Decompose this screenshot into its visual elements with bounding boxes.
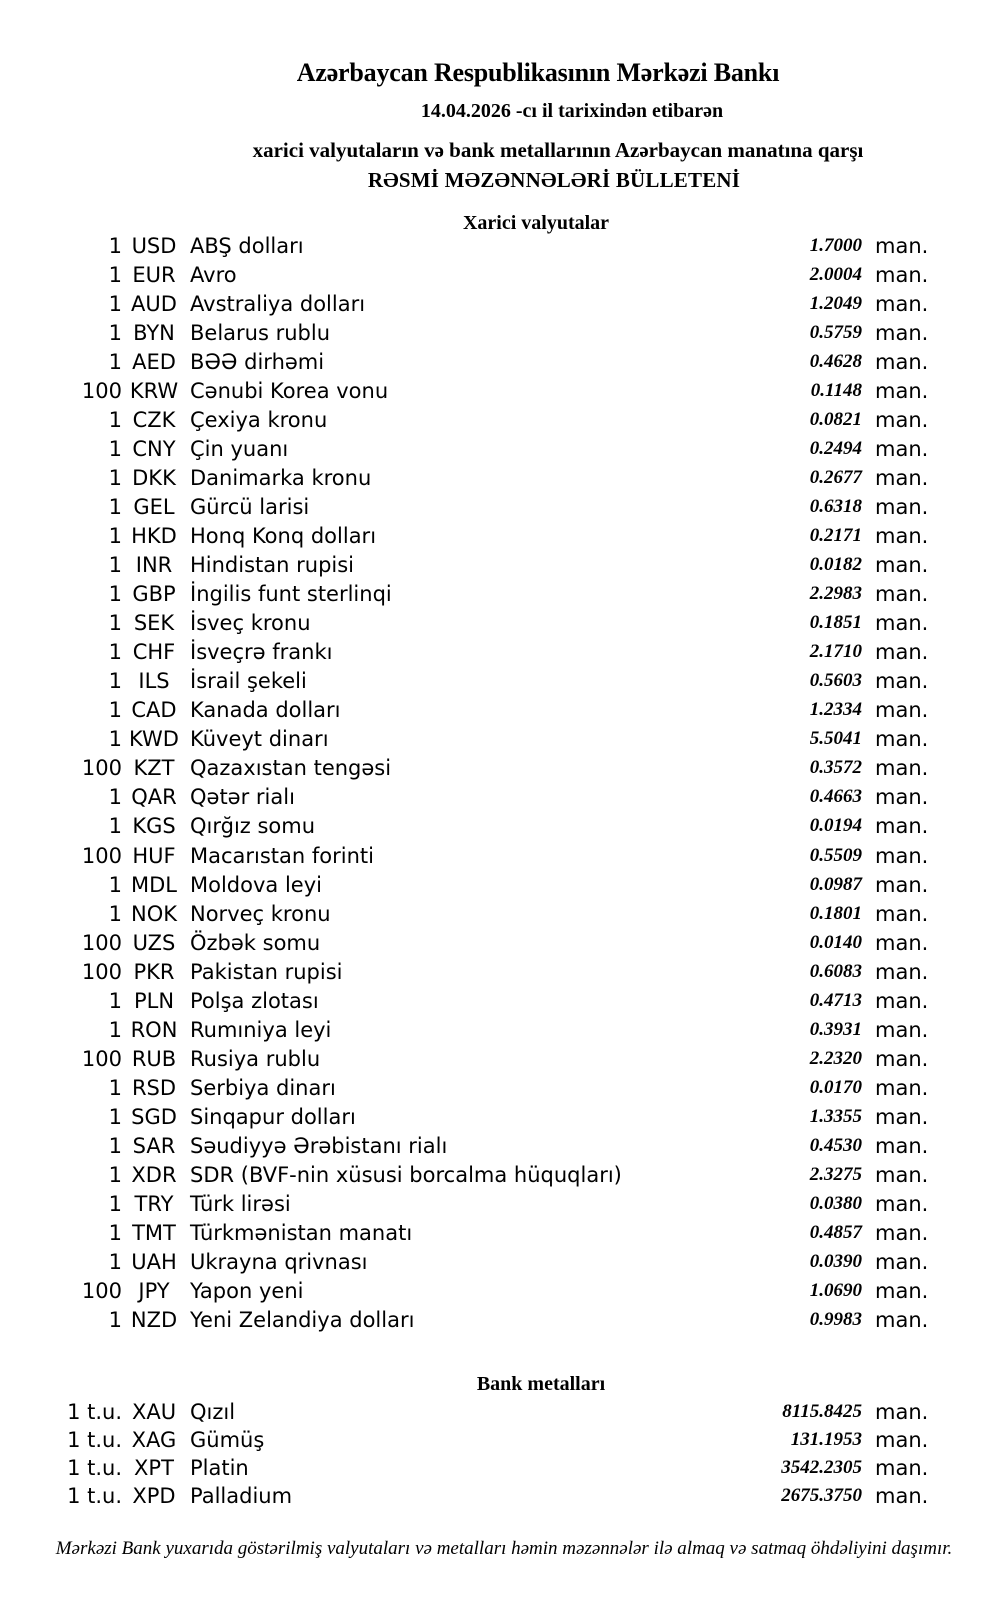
currency-code-cell: BYN bbox=[133, 320, 175, 345]
rate-unit-cell: man. bbox=[875, 465, 929, 490]
quantity-cell: 1 bbox=[108, 1104, 122, 1129]
currency-name-cell: Səudiyyə Ərəbistanı rialı bbox=[190, 1133, 448, 1158]
quantity-cell: 1 bbox=[108, 872, 122, 897]
currency-code-cell: XPD bbox=[132, 1484, 176, 1508]
rate-value-cell: 0.4628 bbox=[809, 350, 862, 372]
rate-unit-cell: man. bbox=[875, 640, 929, 665]
rate-unit-cell: man. bbox=[875, 407, 929, 432]
rate-unit-cell: man. bbox=[875, 349, 929, 374]
quantity-cell: 1 t.u. bbox=[67, 1428, 122, 1452]
currency-code-cell: QAR bbox=[131, 785, 177, 810]
rate-value-cell: 0.2494 bbox=[809, 437, 862, 459]
currency-name-cell: Serbiya dinarı bbox=[190, 1075, 336, 1100]
rate-unit-cell: man. bbox=[875, 291, 929, 316]
rate-unit-cell: man. bbox=[875, 1250, 929, 1275]
rate-value-cell: 0.6318 bbox=[809, 495, 862, 517]
rate-value-cell: 2.2983 bbox=[809, 583, 862, 605]
currency-row bbox=[0, 1190, 996, 1219]
quantity-cell: 1 bbox=[108, 553, 122, 578]
quantity-cell: 1 bbox=[108, 1017, 122, 1042]
rate-unit-cell: man. bbox=[875, 872, 929, 897]
currency-code-cell: USD bbox=[131, 233, 177, 258]
rate-value-cell: 0.5759 bbox=[809, 321, 862, 343]
rate-unit-cell: man. bbox=[875, 262, 929, 287]
currency-name-cell: Honq Konq dolları bbox=[190, 523, 377, 548]
quantity-cell: 1 bbox=[108, 523, 122, 548]
currency-row bbox=[0, 1102, 996, 1131]
currency-row bbox=[0, 1073, 996, 1102]
rate-unit-cell: man. bbox=[875, 988, 929, 1013]
currency-name-cell: Platin bbox=[190, 1456, 249, 1480]
currency-code-cell: CNY bbox=[132, 436, 176, 461]
rate-value-cell: 2.3275 bbox=[809, 1164, 862, 1186]
quantity-cell: 1 bbox=[108, 233, 122, 258]
currency-row bbox=[0, 347, 996, 376]
currency-name-cell: İngilis funt sterlinqi bbox=[190, 582, 392, 607]
currency-name-cell: BƏƏ dirhəmi bbox=[190, 349, 325, 374]
rate-unit-cell: man. bbox=[875, 611, 929, 636]
currency-name-cell: Ukrayna qrivnası bbox=[190, 1250, 368, 1275]
currency-code-cell: JPY bbox=[138, 1279, 170, 1304]
metal-row bbox=[0, 1454, 996, 1482]
currency-row bbox=[0, 521, 996, 550]
rate-unit-cell: man. bbox=[875, 1279, 929, 1304]
quantity-cell: 1 t.u. bbox=[67, 1400, 122, 1424]
currency-name-cell: Rumıniya leyi bbox=[190, 1017, 332, 1042]
currency-name-cell: Çin yuanı bbox=[190, 436, 289, 461]
currency-row bbox=[0, 1248, 996, 1277]
currency-row bbox=[0, 580, 996, 609]
rate-unit-cell: man. bbox=[875, 582, 929, 607]
currency-code-cell: NOK bbox=[130, 901, 177, 926]
rate-value-cell: 0.0194 bbox=[809, 815, 862, 837]
subtitle-line: xarici valyutaların və bank metallarının Azərbaycan manatına qarşı bbox=[252, 138, 864, 162]
currency-name-cell: Çexiya kronu bbox=[190, 407, 328, 432]
quantity-cell: 1 bbox=[108, 1133, 122, 1158]
quantity-cell: 1 bbox=[108, 727, 122, 752]
currency-name-cell: Qazaxıstan tengəsi bbox=[190, 756, 392, 781]
quantity-cell: 100 bbox=[81, 959, 122, 984]
currency-code-cell: PKR bbox=[133, 959, 175, 984]
rate-unit-cell: man. bbox=[875, 1428, 929, 1452]
currency-row bbox=[0, 667, 996, 696]
quantity-cell: 1 bbox=[108, 582, 122, 607]
rate-unit-cell: man. bbox=[875, 698, 929, 723]
currency-code-cell: XDR bbox=[131, 1163, 177, 1188]
currency-code-cell: RUB bbox=[131, 1046, 177, 1071]
rate-unit-cell: man. bbox=[875, 1192, 929, 1217]
currencies-table bbox=[0, 231, 996, 1335]
quantity-cell: 100 bbox=[81, 756, 122, 781]
rate-unit-cell: man. bbox=[875, 233, 929, 258]
rate-value-cell: 0.1148 bbox=[810, 379, 862, 401]
rate-value-cell: 0.4663 bbox=[809, 786, 862, 808]
rate-value-cell: 0.6083 bbox=[809, 960, 862, 982]
metal-row bbox=[0, 1398, 996, 1426]
currency-row bbox=[0, 289, 996, 318]
quantity-cell: 1 bbox=[108, 291, 122, 316]
currency-name-cell: İsveçrə frankı bbox=[190, 640, 333, 665]
quantity-cell: 1 bbox=[108, 1163, 122, 1188]
quantity-cell: 1 bbox=[108, 814, 122, 839]
quantity-cell: 1 bbox=[108, 320, 122, 345]
rate-value-cell: 5.5041 bbox=[809, 728, 862, 750]
rate-unit-cell: man. bbox=[875, 1017, 929, 1042]
rate-value-cell: 1.2334 bbox=[809, 699, 862, 721]
currency-row bbox=[0, 260, 996, 289]
currency-code-cell: CHF bbox=[132, 640, 176, 665]
currency-name-cell: Yapon yeni bbox=[190, 1279, 304, 1304]
rate-value-cell: 0.2171 bbox=[809, 524, 862, 546]
rate-unit-cell: man. bbox=[875, 1484, 929, 1508]
rate-unit-cell: man. bbox=[875, 669, 929, 694]
currency-code-cell: UAH bbox=[131, 1250, 177, 1275]
rate-value-cell: 0.0390 bbox=[809, 1251, 862, 1273]
currency-row bbox=[0, 841, 996, 870]
rate-unit-cell: man. bbox=[875, 378, 929, 403]
currency-row bbox=[0, 783, 996, 812]
currency-code-cell: DKK bbox=[132, 465, 176, 490]
currency-row bbox=[0, 463, 996, 492]
currency-code-cell: GEL bbox=[133, 494, 175, 519]
page-title: Azərbaycan Respublikasının Mərkəzi Bankı bbox=[296, 58, 780, 87]
rate-value-cell: 0.4530 bbox=[809, 1134, 862, 1156]
currency-row bbox=[0, 928, 996, 957]
rate-value-cell: 2.2320 bbox=[809, 1047, 862, 1069]
currency-row bbox=[0, 376, 996, 405]
currency-name-cell: Gümüş bbox=[190, 1428, 265, 1452]
currency-name-cell: ABŞ dolları bbox=[190, 233, 304, 258]
currency-row bbox=[0, 870, 996, 899]
rate-unit-cell: man. bbox=[875, 1133, 929, 1158]
rate-unit-cell: man. bbox=[875, 814, 929, 839]
quantity-cell: 1 bbox=[108, 1221, 122, 1246]
quantity-cell: 1 t.u. bbox=[67, 1456, 122, 1480]
rate-unit-cell: man. bbox=[875, 320, 929, 345]
quantity-cell: 100 bbox=[81, 930, 122, 955]
disclaimer-text: Mərkəzi Bank yuxarıda göstərilmiş valyutaları və metalları həmin məzənnələr ilə almaq və satmaq öhdəliyini daşımır. bbox=[55, 1538, 953, 1559]
rate-unit-cell: man. bbox=[875, 756, 929, 781]
currency-name-cell: Polşa zlotası bbox=[190, 988, 319, 1013]
currency-code-cell: RON bbox=[130, 1017, 178, 1042]
currency-code-cell: AUD bbox=[131, 291, 177, 316]
currency-row bbox=[0, 696, 996, 725]
bulletin-title: RƏSMİ MƏZƏNNƏLƏRİ BÜLLETENİ bbox=[367, 168, 741, 192]
currency-code-cell: SEK bbox=[133, 611, 175, 636]
currency-code-cell: INR bbox=[135, 553, 173, 578]
currency-code-cell: KZT bbox=[133, 756, 175, 781]
rate-value-cell: 0.4857 bbox=[809, 1222, 862, 1244]
currency-code-cell: TMT bbox=[132, 1221, 176, 1246]
rate-value-cell: 2675.3750 bbox=[781, 1485, 862, 1506]
quantity-cell: 100 bbox=[81, 843, 122, 868]
rate-unit-cell: man. bbox=[875, 959, 929, 984]
rate-value-cell: 1.3355 bbox=[809, 1105, 862, 1127]
currency-code-cell: HKD bbox=[131, 523, 177, 548]
quantity-cell: 1 bbox=[108, 669, 122, 694]
currency-name-cell: Moldova leyi bbox=[190, 872, 322, 897]
currency-code-cell: TRY bbox=[134, 1192, 174, 1217]
rate-value-cell: 0.0140 bbox=[809, 931, 862, 953]
currency-code-cell: KWD bbox=[129, 727, 179, 752]
currency-row bbox=[0, 1306, 996, 1335]
quantity-cell: 1 bbox=[108, 465, 122, 490]
quantity-cell: 1 bbox=[108, 1075, 122, 1100]
currency-name-cell: Türkmənistan manatı bbox=[190, 1221, 413, 1246]
rate-value-cell: 0.4713 bbox=[809, 989, 862, 1011]
rate-unit-cell: man. bbox=[875, 553, 929, 578]
currency-code-cell: XAG bbox=[131, 1428, 177, 1452]
currency-name-cell: Gürcü larisi bbox=[190, 494, 310, 519]
currency-code-cell: UZS bbox=[132, 930, 176, 955]
quantity-cell: 100 bbox=[81, 1046, 122, 1071]
quantity-cell: 1 bbox=[108, 988, 122, 1013]
currency-name-cell: Macarıstan forinti bbox=[190, 843, 374, 868]
quantity-cell: 100 bbox=[81, 378, 122, 403]
rate-value-cell: 2.1710 bbox=[809, 641, 862, 663]
currency-name-cell: Palladium bbox=[190, 1484, 293, 1508]
currency-name-cell: Norveç kronu bbox=[190, 901, 331, 926]
rate-unit-cell: man. bbox=[875, 1400, 929, 1424]
rate-value-cell: 0.2677 bbox=[809, 466, 862, 488]
quantity-cell: 1 bbox=[108, 611, 122, 636]
rate-value-cell: 1.7000 bbox=[809, 234, 862, 256]
quantity-cell: 1 bbox=[108, 1192, 122, 1217]
currency-name-cell: Danimarka kronu bbox=[190, 465, 372, 490]
currency-code-cell: HUF bbox=[132, 843, 176, 868]
rate-value-cell: 0.5509 bbox=[809, 844, 862, 866]
rate-unit-cell: man. bbox=[875, 1163, 929, 1188]
currency-name-cell: SDR (BVF-nin xüsusi borcalma hüquqları) bbox=[190, 1163, 622, 1188]
rate-value-cell: 3542.2305 bbox=[781, 1457, 862, 1478]
rate-value-cell: 2.0004 bbox=[809, 263, 862, 285]
currency-row bbox=[0, 551, 996, 580]
rate-value-cell: 0.1801 bbox=[809, 902, 862, 924]
currency-name-cell: Belarus rublu bbox=[190, 320, 331, 345]
rate-unit-cell: man. bbox=[875, 843, 929, 868]
rate-unit-cell: man. bbox=[875, 1046, 929, 1071]
currency-code-cell: SAR bbox=[132, 1133, 176, 1158]
quantity-cell: 1 t.u. bbox=[67, 1484, 122, 1508]
currency-code-cell: XPT bbox=[134, 1456, 174, 1480]
currency-name-cell: Küveyt dinarı bbox=[190, 727, 329, 752]
currency-code-cell: GBP bbox=[132, 582, 176, 607]
quantity-cell: 1 bbox=[108, 901, 122, 926]
quantity-cell: 1 bbox=[108, 1308, 122, 1333]
rate-value-cell: 8115.8425 bbox=[782, 1401, 862, 1422]
currency-code-cell: CAD bbox=[131, 698, 177, 723]
rate-value-cell: 0.9983 bbox=[809, 1309, 862, 1331]
currency-row bbox=[0, 492, 996, 521]
quantity-cell: 1 bbox=[108, 640, 122, 665]
rate-unit-cell: man. bbox=[875, 727, 929, 752]
currency-row bbox=[0, 1161, 996, 1190]
rate-unit-cell: man. bbox=[875, 1075, 929, 1100]
currency-name-cell: Pakistan rupisi bbox=[190, 959, 343, 984]
currency-row bbox=[0, 899, 996, 928]
rate-unit-cell: man. bbox=[875, 494, 929, 519]
quantity-cell: 1 bbox=[108, 407, 122, 432]
rate-value-cell: 0.1851 bbox=[809, 612, 862, 634]
rate-unit-cell: man. bbox=[875, 901, 929, 926]
currency-row bbox=[0, 725, 996, 754]
rate-value-cell: 131.1953 bbox=[790, 1429, 862, 1450]
currency-name-cell: Cənubi Korea vonu bbox=[190, 378, 389, 403]
currency-code-cell: EUR bbox=[132, 262, 176, 287]
currency-name-cell: Rusiya rublu bbox=[190, 1046, 321, 1071]
rate-value-cell: 0.3572 bbox=[809, 757, 862, 779]
currency-row bbox=[0, 754, 996, 783]
rate-value-cell: 0.5603 bbox=[809, 670, 862, 692]
currency-name-cell: Hindistan rupisi bbox=[190, 553, 355, 578]
currency-code-cell: PLN bbox=[133, 988, 175, 1013]
currency-row bbox=[0, 318, 996, 347]
currency-row bbox=[0, 957, 996, 986]
currency-name-cell: Avstraliya dolları bbox=[190, 291, 366, 316]
quantity-cell: 1 bbox=[108, 494, 122, 519]
currencies-section-title: Xarici valyutalar bbox=[462, 212, 610, 234]
currency-code-cell: AED bbox=[132, 349, 176, 374]
currency-row bbox=[0, 231, 996, 260]
currency-name-cell: Qızıl bbox=[190, 1400, 236, 1424]
quantity-cell: 100 bbox=[81, 1279, 122, 1304]
currency-row bbox=[0, 1131, 996, 1160]
currency-row bbox=[0, 434, 996, 463]
currency-row bbox=[0, 609, 996, 638]
rate-value-cell: 0.0821 bbox=[809, 408, 862, 430]
currency-row bbox=[0, 1015, 996, 1044]
metal-row bbox=[0, 1426, 996, 1454]
quantity-cell: 1 bbox=[108, 349, 122, 374]
currency-code-cell: CZK bbox=[132, 407, 176, 432]
rate-value-cell: 0.3931 bbox=[809, 1018, 862, 1040]
rate-unit-cell: man. bbox=[875, 523, 929, 548]
currency-code-cell: ILS bbox=[138, 669, 170, 694]
currency-code-cell: NZD bbox=[130, 1308, 178, 1333]
currency-name-cell: Kanada dolları bbox=[190, 698, 341, 723]
currency-name-cell: Qırğız somu bbox=[190, 814, 316, 839]
rate-unit-cell: man. bbox=[875, 785, 929, 810]
currency-name-cell: Özbək somu bbox=[190, 930, 321, 955]
currency-code-cell: SGD bbox=[131, 1104, 177, 1129]
currency-row bbox=[0, 638, 996, 667]
currency-row bbox=[0, 812, 996, 841]
quantity-cell: 1 bbox=[108, 1250, 122, 1275]
rate-unit-cell: man. bbox=[875, 1221, 929, 1246]
metal-row bbox=[0, 1482, 996, 1510]
rate-unit-cell: man. bbox=[875, 1104, 929, 1129]
currency-name-cell: Qətər rialı bbox=[190, 785, 295, 810]
rate-unit-cell: man. bbox=[875, 930, 929, 955]
currency-name-cell: Yeni Zelandiya dolları bbox=[190, 1308, 415, 1333]
rate-value-cell: 1.0690 bbox=[809, 1280, 862, 1302]
quantity-cell: 1 bbox=[108, 698, 122, 723]
effective-date-line: 14.04.2026 -cı il tarixindən etibarən bbox=[420, 100, 724, 122]
currency-name-cell: Türk lirəsi bbox=[190, 1192, 291, 1217]
rate-value-cell: 0.0380 bbox=[809, 1193, 862, 1215]
currency-code-cell: RSD bbox=[131, 1075, 177, 1100]
rate-value-cell: 1.2049 bbox=[809, 292, 862, 314]
currency-name-cell: İsveç kronu bbox=[190, 611, 311, 636]
currency-code-cell: XAU bbox=[131, 1400, 177, 1424]
rate-value-cell: 0.0170 bbox=[809, 1076, 862, 1098]
rate-unit-cell: man. bbox=[875, 436, 929, 461]
currency-code-cell: KRW bbox=[129, 378, 179, 403]
currency-name-cell: İsrail şekeli bbox=[190, 669, 307, 694]
currency-name-cell: Avro bbox=[190, 262, 237, 287]
currency-code-cell: KGS bbox=[132, 814, 176, 839]
currency-row bbox=[0, 986, 996, 1015]
metals-section-title: Bank metalları bbox=[476, 1373, 606, 1395]
currency-row bbox=[0, 1219, 996, 1248]
currency-row bbox=[0, 1044, 996, 1073]
quantity-cell: 1 bbox=[108, 785, 122, 810]
rate-value-cell: 0.0182 bbox=[809, 554, 862, 576]
rate-value-cell: 0.0987 bbox=[809, 873, 862, 895]
currency-row bbox=[0, 405, 996, 434]
metals-table bbox=[0, 1398, 996, 1510]
rate-unit-cell: man. bbox=[875, 1456, 929, 1480]
rate-unit-cell: man. bbox=[875, 1308, 929, 1333]
currency-code-cell: MDL bbox=[131, 872, 177, 897]
currency-name-cell: Sinqapur dolları bbox=[190, 1104, 356, 1129]
quantity-cell: 1 bbox=[108, 262, 122, 287]
currency-row bbox=[0, 1277, 996, 1306]
quantity-cell: 1 bbox=[108, 436, 122, 461]
